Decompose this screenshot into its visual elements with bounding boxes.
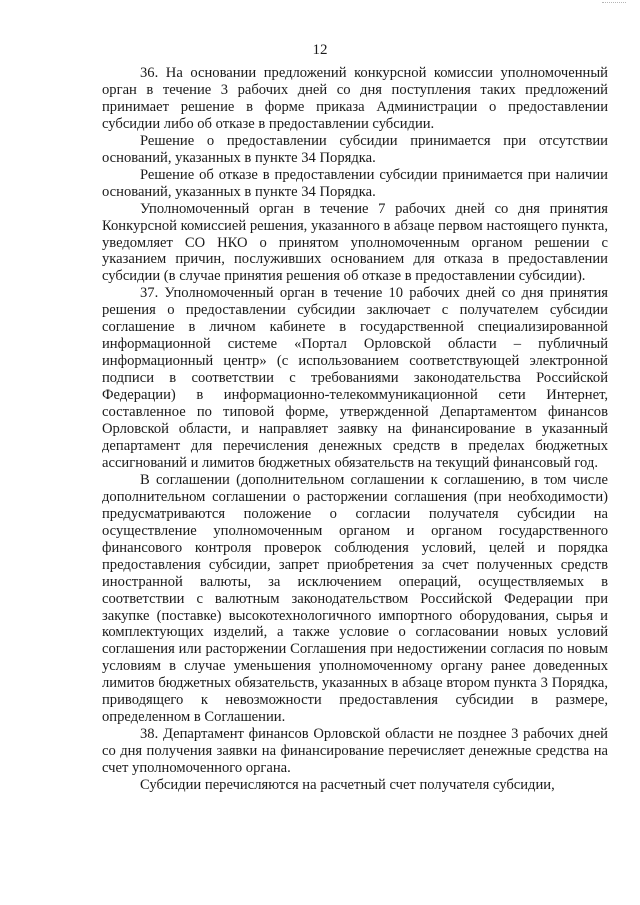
scan-mark <box>602 2 626 5</box>
page-number: 12 <box>312 42 328 58</box>
paragraph-agreement-terms: В соглашении (дополнительном соглашении к соглашению, в том числе дополнительном соглашении о расторжении соглашения (при необходимости) предусматриваются положение о согласии получателя субсидии на осуществление уполномоченным органом и органом государственного финансового контроля проверок соблюдения условий, целей и порядка предоставления субсидии, запрет приобретения за счет полученных средств иностранной валюты, за исключением операций, осуществляемых в соответствии с валютным законодательством Российской Федерации при закупке (поставке) высокотехнологичного импортного оборудования, сырья и комплектующих изделий, а также условие о согласовании новых условий соглашения или расторжении Соглашения при недостижении согласия по новым условиям в случае уменьшения уполномоченному органу ранее доведенных лимитов бюджетных обязательств, указанных в абзаце втором пункта 3 Порядка, приводящего к невозможности предоставления субсидии в размере, определенном в Соглашении. <box>102 471 608 726</box>
paragraph-transfer: Субсидии перечисляются на расчетный счет получателя субсидии, <box>140 777 555 794</box>
paragraph-38: 38. Департамент финансов Орловской области не позднее 3 рабочих дней со дня получения заявки на финансирование перечисляет денежные средства на счет уполномоченного органа. <box>102 726 608 777</box>
paragraph-37: 37. Уполномоченный орган в течение 10 рабочих дней со дня принятия решения о предоставлении субсидии заключает с получателем субсидии соглашение в личном кабинете в государственной специализированной информационной системе «Портал Орловской области – публичный информационный центр» (с использованием соответствующей электронной подписи в соответствии с требованиями законодательства Российской Федерации) в информационно-телекоммуникационной сети Интернет, составленное по типовой форме, утвержденной Департаментом финансов Орловской области, и направляет заявку на финансирование в указанный департамент для перечисления денежных средств в пределах бюджетных ассигнований и лимитов бюджетных обязательств на текущий финансовый год. <box>102 285 608 471</box>
paragraph-decision-grant: Решение о предоставлении субсидии принимается при отсутствии оснований, указанных в пункте 34 Порядка. <box>102 132 608 166</box>
paragraph-decision-refusal: Решение об отказе в предоставлении субсидии принимается при наличии оснований, указанных в пункте 34 Порядка. <box>102 166 608 200</box>
paragraph-36: 36. На основании предложений конкурсной комиссии уполномоченный орган в течение 3 рабочих дней со дня поступления таких предложений принимает решение в форме приказа Администрации о предоставлении субсидии либо об отказе в предоставлении субсидии. <box>102 65 608 132</box>
document-body <box>102 65 608 794</box>
paragraph-notification: Уполномоченный орган в течение 7 рабочих дней со дня принятия Конкурсной комиссией решения, указанного в абзаце первом настоящего пункта, уведомляет СО НКО о принятом уполномоченным органом решении с указанием причин, послуживших основанием для отказа в предоставлении субсидии (в случае принятия решения об отказе в предоставлении субсидии). <box>102 200 608 285</box>
